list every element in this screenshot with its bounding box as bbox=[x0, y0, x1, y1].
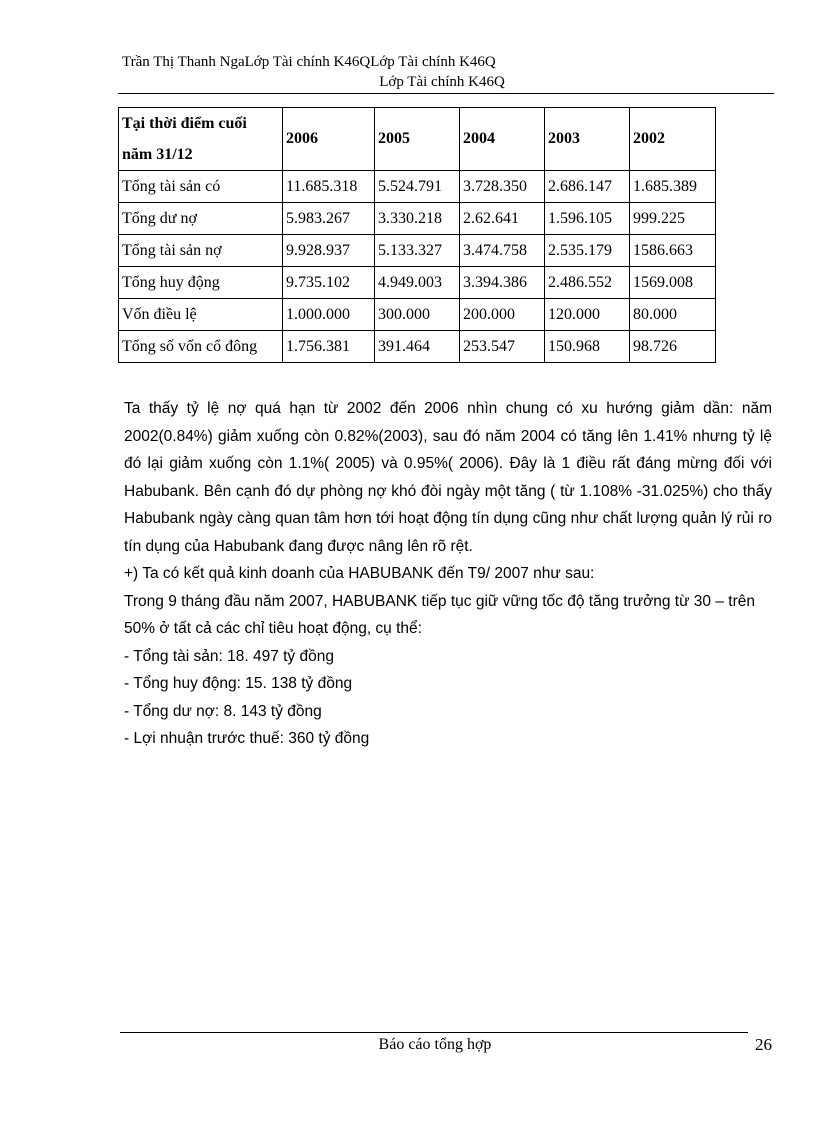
table-cell: 3.330.218 bbox=[375, 203, 460, 235]
table-cell: 1.685.389 bbox=[630, 171, 716, 203]
table-row bbox=[119, 331, 716, 363]
table-cell: 999.225 bbox=[630, 203, 716, 235]
financial-table bbox=[118, 107, 716, 363]
table-cell: 1586.663 bbox=[630, 235, 716, 267]
header-cell-2003: 2003 bbox=[545, 108, 630, 171]
list-item: - Tổng tài sản: 18. 497 tỷ đồng bbox=[124, 647, 334, 665]
table-cell: 2.535.179 bbox=[545, 235, 630, 267]
footer-title: Báo cáo tổng hợp bbox=[378, 1036, 492, 1053]
table-cell: 3.728.350 bbox=[460, 171, 545, 203]
table-cell: 2.486.552 bbox=[545, 267, 630, 299]
page-number: 26 bbox=[755, 1035, 772, 1054]
table-cell: 2.686.147 bbox=[545, 171, 630, 203]
table-cell: 9.928.937 bbox=[283, 235, 375, 267]
table-header-row bbox=[119, 108, 716, 171]
table-row bbox=[119, 235, 716, 267]
row-label: Tổng số vốn cổ đông bbox=[119, 331, 283, 363]
body-text bbox=[124, 395, 772, 753]
row-label: Tổng tài sản nợ bbox=[119, 235, 283, 267]
header-cell-2004: 2004 bbox=[460, 108, 545, 171]
header-line-2: Lớp Tài chính K46Q bbox=[379, 74, 505, 90]
table-cell: 150.968 bbox=[545, 331, 630, 363]
table-cell: 1569.008 bbox=[630, 267, 716, 299]
table-cell: 3.474.758 bbox=[460, 235, 545, 267]
table-cell: 253.547 bbox=[460, 331, 545, 363]
row-label: Vốn điều lệ bbox=[119, 299, 283, 331]
table-row bbox=[119, 267, 716, 299]
table-row bbox=[119, 203, 716, 235]
table-cell: 120.000 bbox=[545, 299, 630, 331]
header-cell-2006: 2006 bbox=[283, 108, 375, 171]
table-cell: 391.464 bbox=[375, 331, 460, 363]
list-item: - Lợi nhuận trước thuế: 360 tỷ đồng bbox=[124, 730, 370, 747]
table-cell: 300.000 bbox=[375, 299, 460, 331]
growth-paragraph: Trong 9 tháng đầu năm 2007, HABUBANK tiếp tục giữ vững tốc độ tăng trưởng từ 30 – trên 50% ở tất cả các chỉ tiêu hoạt động, cụ thể: bbox=[124, 592, 755, 637]
table-cell: 98.726 bbox=[630, 331, 716, 363]
footer-divider bbox=[120, 1032, 748, 1033]
table-cell: 4.949.003 bbox=[375, 267, 460, 299]
table-cell: 2.62.641 bbox=[460, 203, 545, 235]
table-cell: 11.685.318 bbox=[283, 171, 375, 203]
list-item: - Tổng dư nợ: 8. 143 tỷ đồng bbox=[124, 702, 322, 720]
results-intro: +) Ta có kết quả kinh doanh của HABUBANK đến T9/ 2007 như sau: bbox=[124, 565, 595, 582]
table-cell: 5.983.267 bbox=[283, 203, 375, 235]
analysis-paragraph: Ta thấy tỷ lệ nợ quá hạn từ 2002 đến 2006 nhìn chung có xu hướng giảm dần: năm 2002(0.84%) giảm xuống còn 0.82%(2003), sau đó năm 2004 có tăng lên 1.41% nhưng tỷ lệ đó lại giảm xuống còn 1.1%( 2005) và 0.95%( 2006). Đây là 1 điều rất đáng mừng đối với Habubank. Bên cạnh đó dự phòng nợ khó đòi ngày một tăng ( từ 1.108% -31.025%) cho thấy Habubank ngày càng quan tâm hơn tới hoạt động tín dụng cũng như chất lượng quản lý rủi ro tín dụng của Habubank đang được nâng lên rõ rệt. bbox=[124, 400, 772, 555]
table-cell: 5.524.791 bbox=[375, 171, 460, 203]
row-label: Tổng dư nợ bbox=[119, 203, 283, 235]
header-divider bbox=[118, 93, 774, 94]
table-row bbox=[119, 171, 716, 203]
row-label: Tổng tài sản có bbox=[119, 171, 283, 203]
header-cell-2002: 2002 bbox=[630, 108, 716, 171]
table-cell: 5.133.327 bbox=[375, 235, 460, 267]
list-item: - Tổng huy động: 15. 138 tỷ đồng bbox=[124, 675, 353, 692]
table-cell: 1.596.105 bbox=[545, 203, 630, 235]
table-cell: 1.756.381 bbox=[283, 331, 375, 363]
table-cell: 200.000 bbox=[460, 299, 545, 331]
header-cell-period: Tại thời điểm cuối năm 31/12 bbox=[119, 108, 283, 171]
table-row bbox=[119, 299, 716, 331]
table-cell: 9.735.102 bbox=[283, 267, 375, 299]
page-header bbox=[118, 52, 778, 92]
row-label: Tổng huy động bbox=[119, 267, 283, 299]
table-cell: 1.000.000 bbox=[283, 299, 375, 331]
header-line-1: Trần Thị Thanh NgaLớp Tài chính K46QLớp Tài chính K46Q bbox=[122, 54, 496, 70]
table-cell: 80.000 bbox=[630, 299, 716, 331]
header-cell-2005: 2005 bbox=[375, 108, 460, 171]
table-cell: 3.394.386 bbox=[460, 267, 545, 299]
